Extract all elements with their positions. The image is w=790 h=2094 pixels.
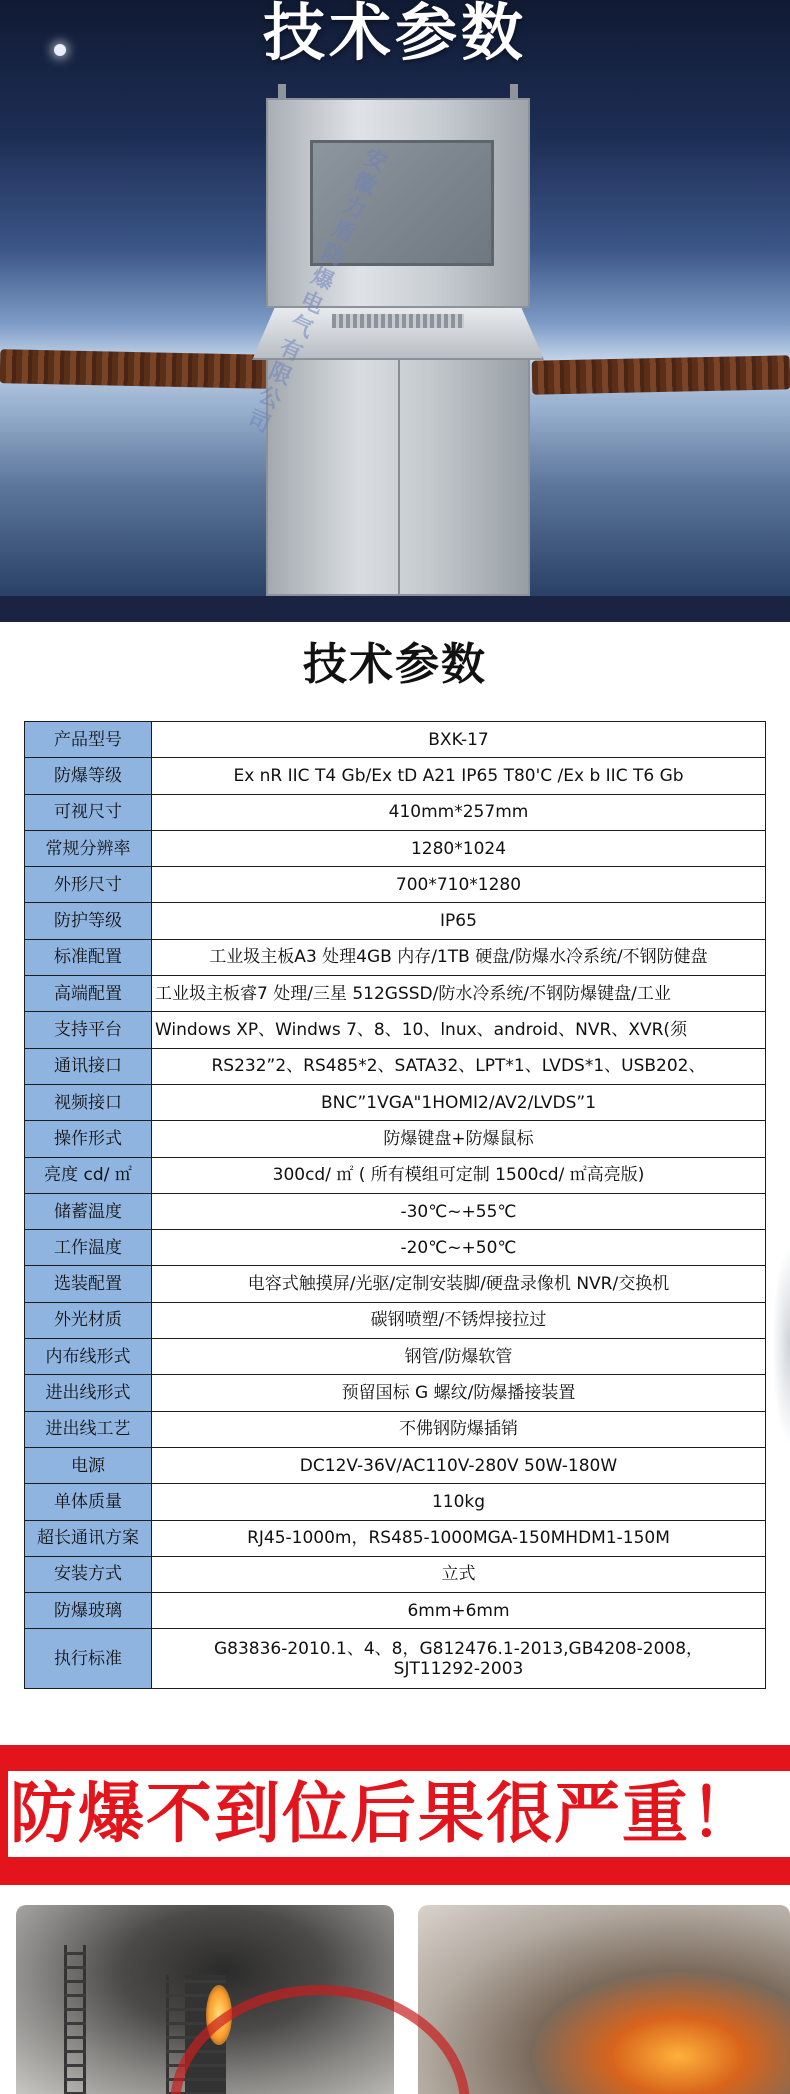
table-row (25, 1084, 766, 1120)
spec-value: IP65 (152, 903, 766, 939)
spec-value: 6mm+6mm (152, 1593, 766, 1629)
spec-key: 电源 (25, 1447, 152, 1483)
spec-key: 高端配置 (25, 976, 152, 1012)
side-decoration (772, 1245, 790, 1445)
spec-value: 防爆键盘+防爆鼠标 (152, 1121, 766, 1157)
watermark: 安徽力盾防爆电气有限公司 (243, 144, 391, 439)
spec-value: 1280*1024 (152, 830, 766, 866)
warning-banner (0, 1745, 790, 1885)
spec-key: 可视尺寸 (25, 794, 152, 830)
spec-key: 操作形式 (25, 1121, 152, 1157)
section-title: 技术参数 (303, 639, 487, 690)
spec-key: 标准配置 (25, 939, 152, 975)
hero-banner (0, 0, 790, 622)
spec-key: 外光材质 (25, 1302, 152, 1338)
spec-key: 防爆玻璃 (25, 1593, 152, 1629)
spec-key: 执行标准 (25, 1629, 152, 1689)
spec-value: 410mm*257mm (152, 794, 766, 830)
hero-bottom-strip (0, 596, 790, 622)
wood-log-right (532, 355, 790, 394)
table-row (25, 794, 766, 830)
table-row (25, 1266, 766, 1302)
table-row (25, 830, 766, 866)
table-row (25, 1157, 766, 1193)
warning-text: 防爆不到位后果很严重！ (10, 1775, 758, 1852)
table-row (25, 1484, 766, 1520)
spec-key: 安装方式 (25, 1556, 152, 1592)
table-row (25, 1447, 766, 1483)
spec-value (152, 1629, 766, 1689)
spec-key: 进出线形式 (25, 1375, 152, 1411)
spec-value: 预留国标 G 螺纹/防爆播接装置 (152, 1375, 766, 1411)
spec-value: -30℃~+55℃ (152, 1193, 766, 1229)
spec-key: 产品型号 (25, 722, 152, 758)
table-row (25, 1520, 766, 1556)
table-row (25, 1230, 766, 1266)
spec-key: 内布线形式 (25, 1339, 152, 1375)
spec-key: 储蓄温度 (25, 1193, 152, 1229)
table-row (25, 1375, 766, 1411)
spec-key: 防爆等级 (25, 758, 152, 794)
spec-value: 立式 (152, 1556, 766, 1592)
spec-table (24, 721, 766, 1689)
table-row (25, 1193, 766, 1229)
spec-value: -20℃~+50℃ (152, 1230, 766, 1266)
spec-value: Ex nR IIC T4 Gb/Ex tD A21 IP65 T80'C /Ex b IIC T6 Gb (152, 758, 766, 794)
table-row (25, 1593, 766, 1629)
spec-key: 选装配置 (25, 1266, 152, 1302)
spec-value: 110kg (152, 1484, 766, 1520)
table-row (25, 867, 766, 903)
spec-value: 工业圾主板A3 处理4GB 内存/1TB 硬盘/防爆水冷系统/不钢防健盘 (152, 939, 766, 975)
spec-value: 不佛钢防爆插销 (152, 1411, 766, 1447)
tower-graphic (64, 1945, 86, 2094)
spec-value: 钢管/防爆软管 (152, 1339, 766, 1375)
spec-value-line: G83836-2010.1、4、8，G812476.1-2013,GB4208-2008， (213, 1638, 704, 1659)
spec-key: 亮度 cd/ ㎡ (25, 1157, 152, 1193)
wood-log-left (0, 349, 270, 389)
spec-value: 碳钢喷塑/不锈焊接拉过 (152, 1302, 766, 1338)
spec-value: 300cd/ ㎡ ( 所有模组可定制 1500cd/ ㎡高亮版) (152, 1157, 766, 1193)
table-row (25, 1629, 766, 1689)
table-row (25, 976, 766, 1012)
table-row (25, 1012, 766, 1048)
table-row (25, 939, 766, 975)
keyboard-icon (332, 314, 464, 328)
spec-key: 单体质量 (25, 1484, 152, 1520)
accident-photo-fire (418, 1905, 790, 2094)
cabinet-door-seam (398, 358, 400, 596)
spec-value: 电容式触摸屏/光驱/定制安装脚/硬盘录像机 NVR/交换机 (152, 1266, 766, 1302)
spec-value: BNC”1VGA"1HOMI2/AV2/LVDS”1 (152, 1084, 766, 1120)
table-row (25, 1121, 766, 1157)
table-row (25, 1048, 766, 1084)
spec-key: 视频接口 (25, 1084, 152, 1120)
spec-value: BXK-17 (152, 722, 766, 758)
spec-value: 工业圾主板睿7 处理/三星 512GSSD/防水冷系统/不钢防爆键盘/工业 (152, 976, 766, 1012)
spec-key: 超长通讯方案 (25, 1520, 152, 1556)
hero-title: 技术参数 (262, 0, 527, 69)
spec-key: 支持平台 (25, 1012, 152, 1048)
spec-value-line: SJT11292-2003 (393, 1658, 524, 1679)
spec-key: 通讯接口 (25, 1048, 152, 1084)
table-row (25, 1556, 766, 1592)
spec-key: 防护等级 (25, 903, 152, 939)
spec-value: RS232”2、RS485*2、SATA32、LPT*1、LVDS*1、USB202、 (152, 1048, 766, 1084)
table-row (25, 1339, 766, 1375)
table-row (25, 1302, 766, 1338)
spec-key: 外形尺寸 (25, 867, 152, 903)
spec-value: DC12V-36V/AC110V-280V 50W-180W (152, 1447, 766, 1483)
table-row (25, 722, 766, 758)
spec-value: RJ45-1000m，RS485-1000MGA-150MHDM1-150M (152, 1520, 766, 1556)
spec-value: Windows XP、Windws 7、8、10、lnux、android、NVR、XVR(须 (152, 1012, 766, 1048)
spec-key: 工作温度 (25, 1230, 152, 1266)
table-row (25, 1411, 766, 1447)
table-row (25, 903, 766, 939)
table-row (25, 758, 766, 794)
spec-value: 700*710*1280 (152, 867, 766, 903)
spec-key: 进出线工艺 (25, 1411, 152, 1447)
spec-key: 常规分辨率 (25, 830, 152, 866)
cabinet-monitor-housing (266, 98, 530, 308)
